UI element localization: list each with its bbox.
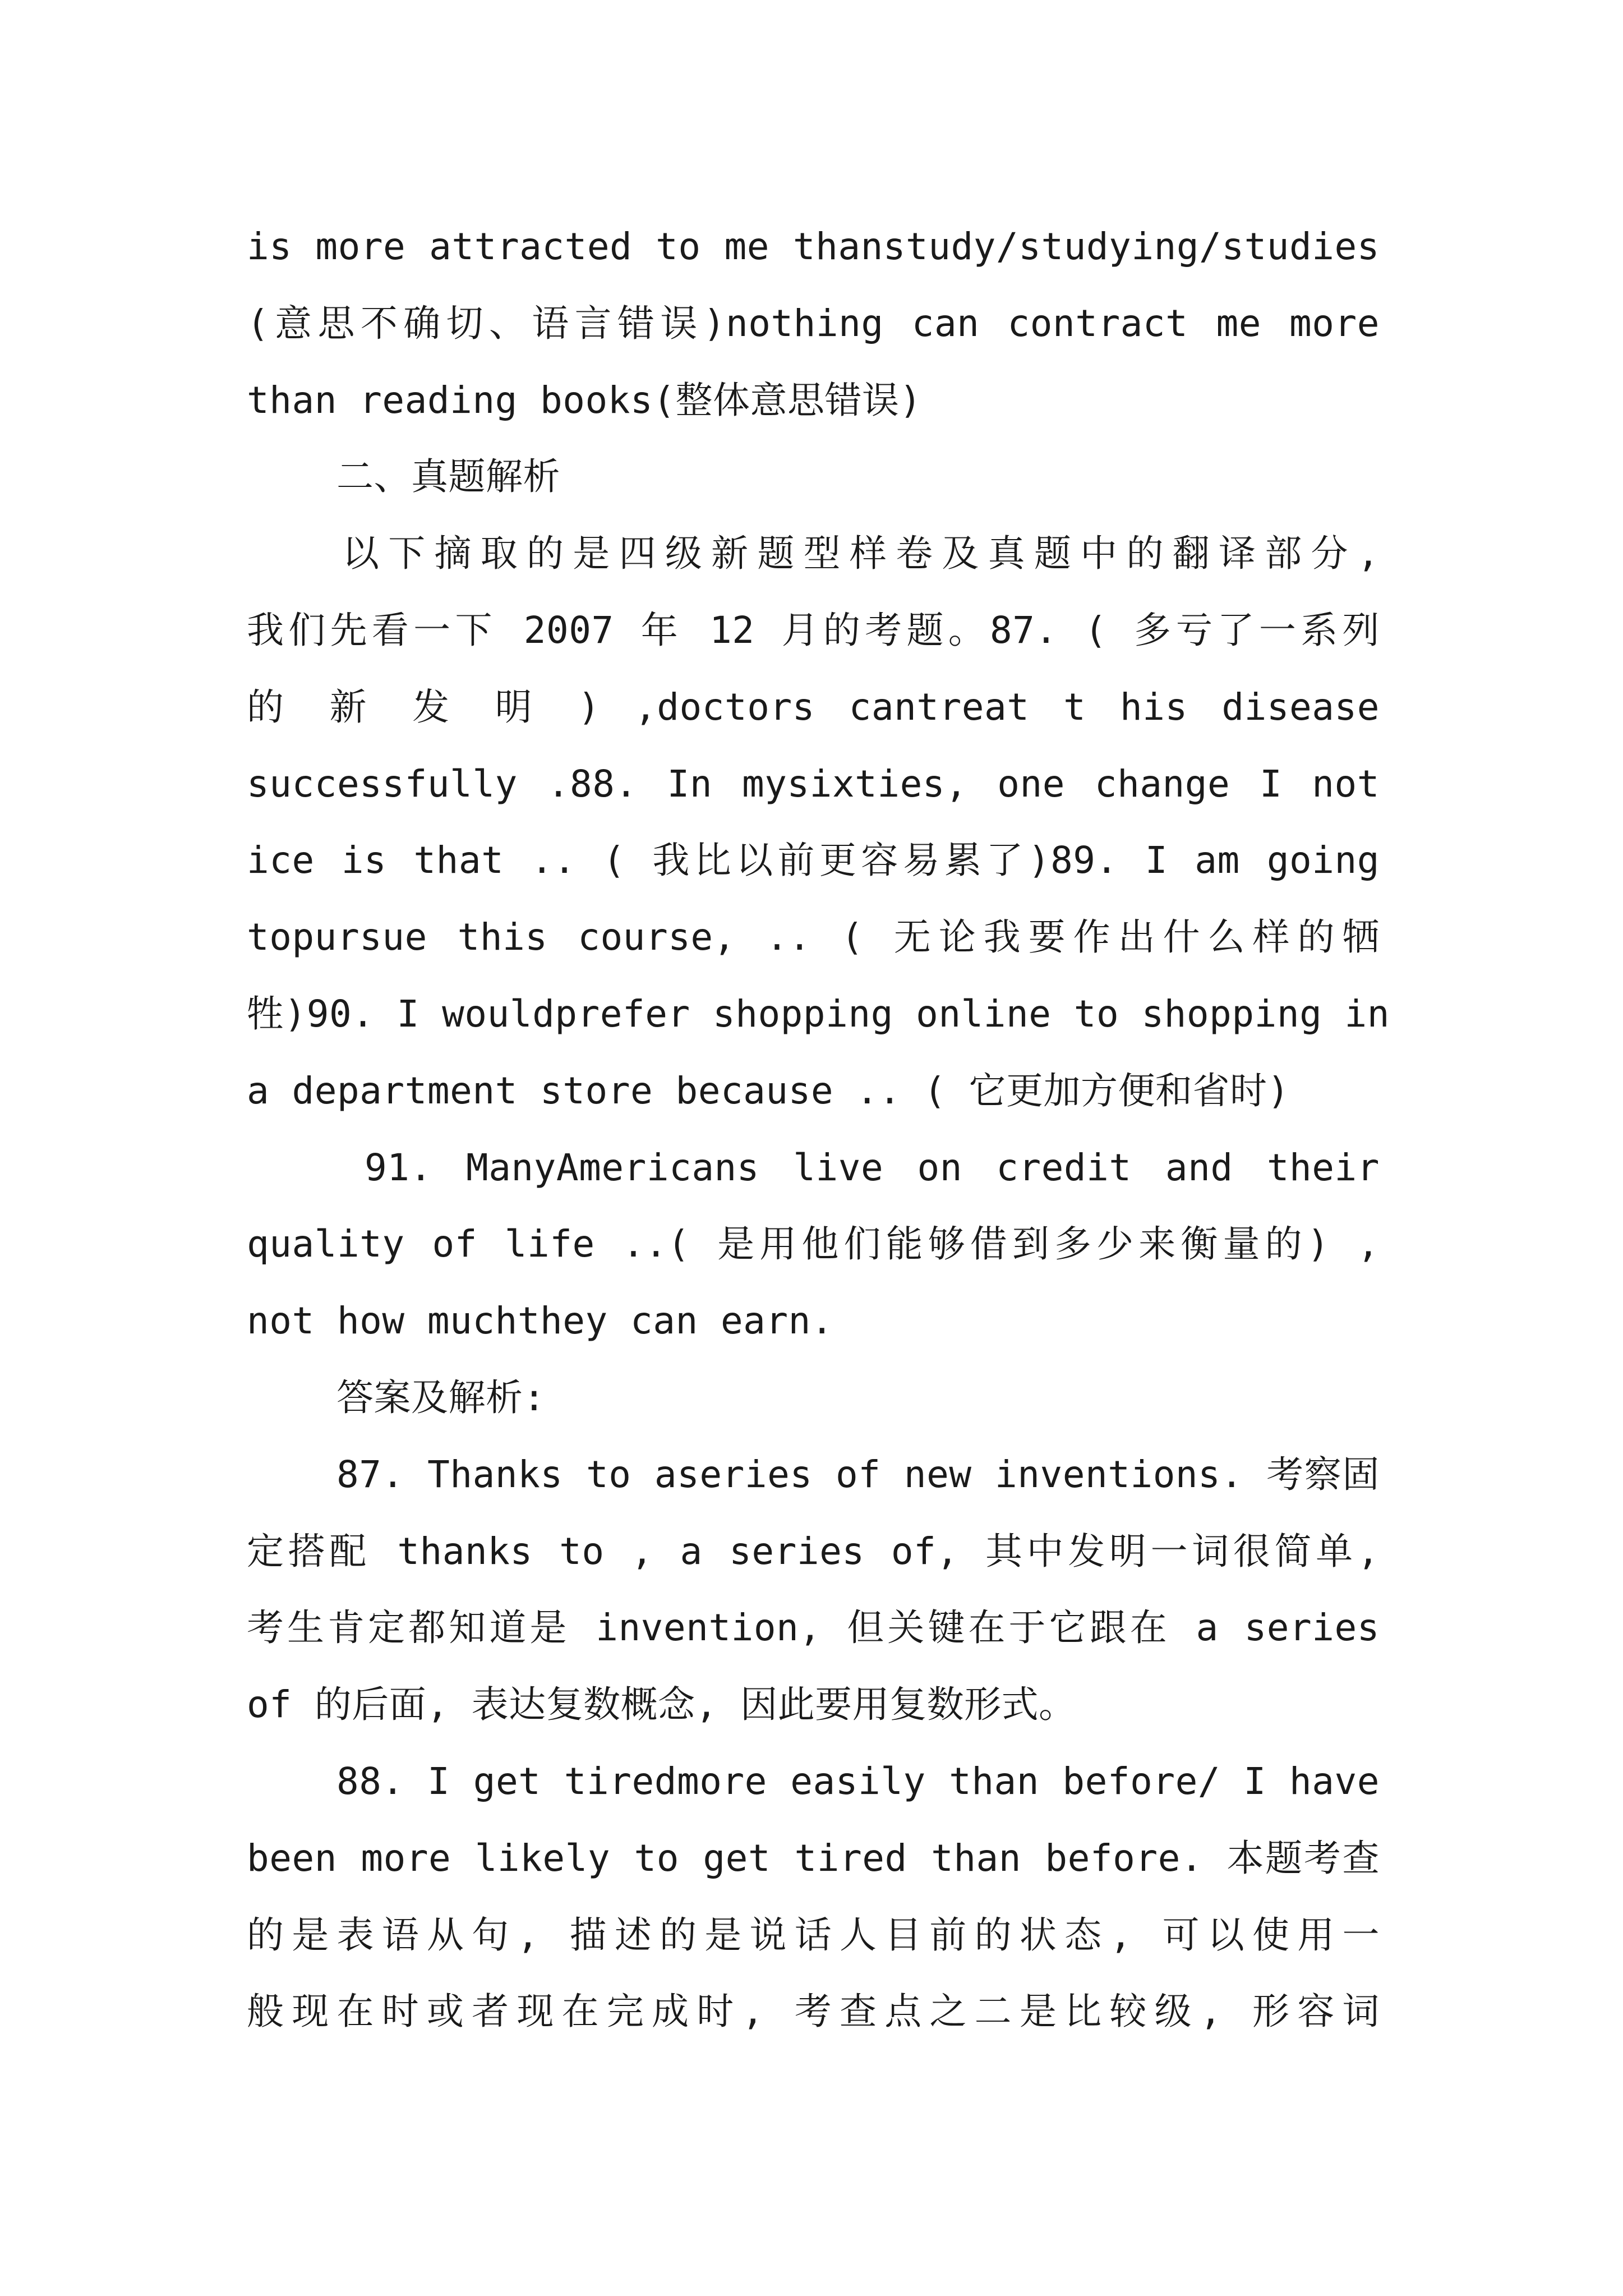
- text-line: 定搭配 thanks to , a series of, 其中发明一词很简单,: [247, 1529, 1380, 1573]
- text-line: 般现在时或者现在完成时, 考查点之二是比较级, 形容词: [247, 1990, 1380, 2033]
- text-line: 88. I get tiredmore easily than before/ I have: [336, 1759, 1380, 1803]
- text-line: is more attracted to me thanstudy/studying/studies: [247, 225, 1380, 268]
- text-line: not how muchthey can earn.: [247, 1299, 834, 1343]
- text-line: topursue this course, .. ( 无论我要作出什么样的牺: [247, 915, 1380, 959]
- text-line: 以下摘取的是四级新题型样卷及真题中的翻译部分,: [342, 532, 1380, 576]
- section-heading: 二、真题解析: [336, 455, 560, 499]
- text-line: successfully .88. In mysixties, one change I not: [247, 762, 1380, 806]
- text-line: 牲)90. I wouldprefer shopping online to shopping in: [247, 992, 1390, 1036]
- text-line: 91. ManyAmericans live on credit and their: [365, 1145, 1380, 1189]
- text-line: 考生肯定都知道是 invention, 但关键在于它跟在 a series: [247, 1606, 1380, 1650]
- text-line: than reading books(整体意思错误): [247, 378, 922, 422]
- section-heading: 答案及解析:: [336, 1375, 546, 1419]
- text-line: (意思不确切、语言错误)nothing can contract me more: [247, 301, 1380, 345]
- text-line: a department store because .. ( 它更加方便和省时): [247, 1069, 1290, 1112]
- text-line: 我们先看一下 2007 年 12 月的考题。87. ( 多亏了一系列: [247, 608, 1380, 652]
- text-line: 的是表语从句, 描述的是说话人目前的状态, 可以使用一: [247, 1913, 1380, 1957]
- text-line: ice is that .. ( 我比以前更容易累了)89. I am going: [247, 839, 1380, 882]
- text-line: 87. Thanks to aseries of new inventions. 考察固: [336, 1452, 1380, 1496]
- text-line: quality of life ..( 是用他们能够借到多少来衡量的) ,: [247, 1222, 1380, 1266]
- text-line: 的 新 发 明 ) ,doctors cantreat t his disease: [247, 685, 1380, 729]
- body-text: [247, 209, 1390, 2050]
- text-line: been more likely to get tired than before. 本题考查: [247, 1836, 1380, 1880]
- text-line: of 的后面, 表达复数概念, 因此要用复数形式。: [247, 1683, 1076, 1727]
